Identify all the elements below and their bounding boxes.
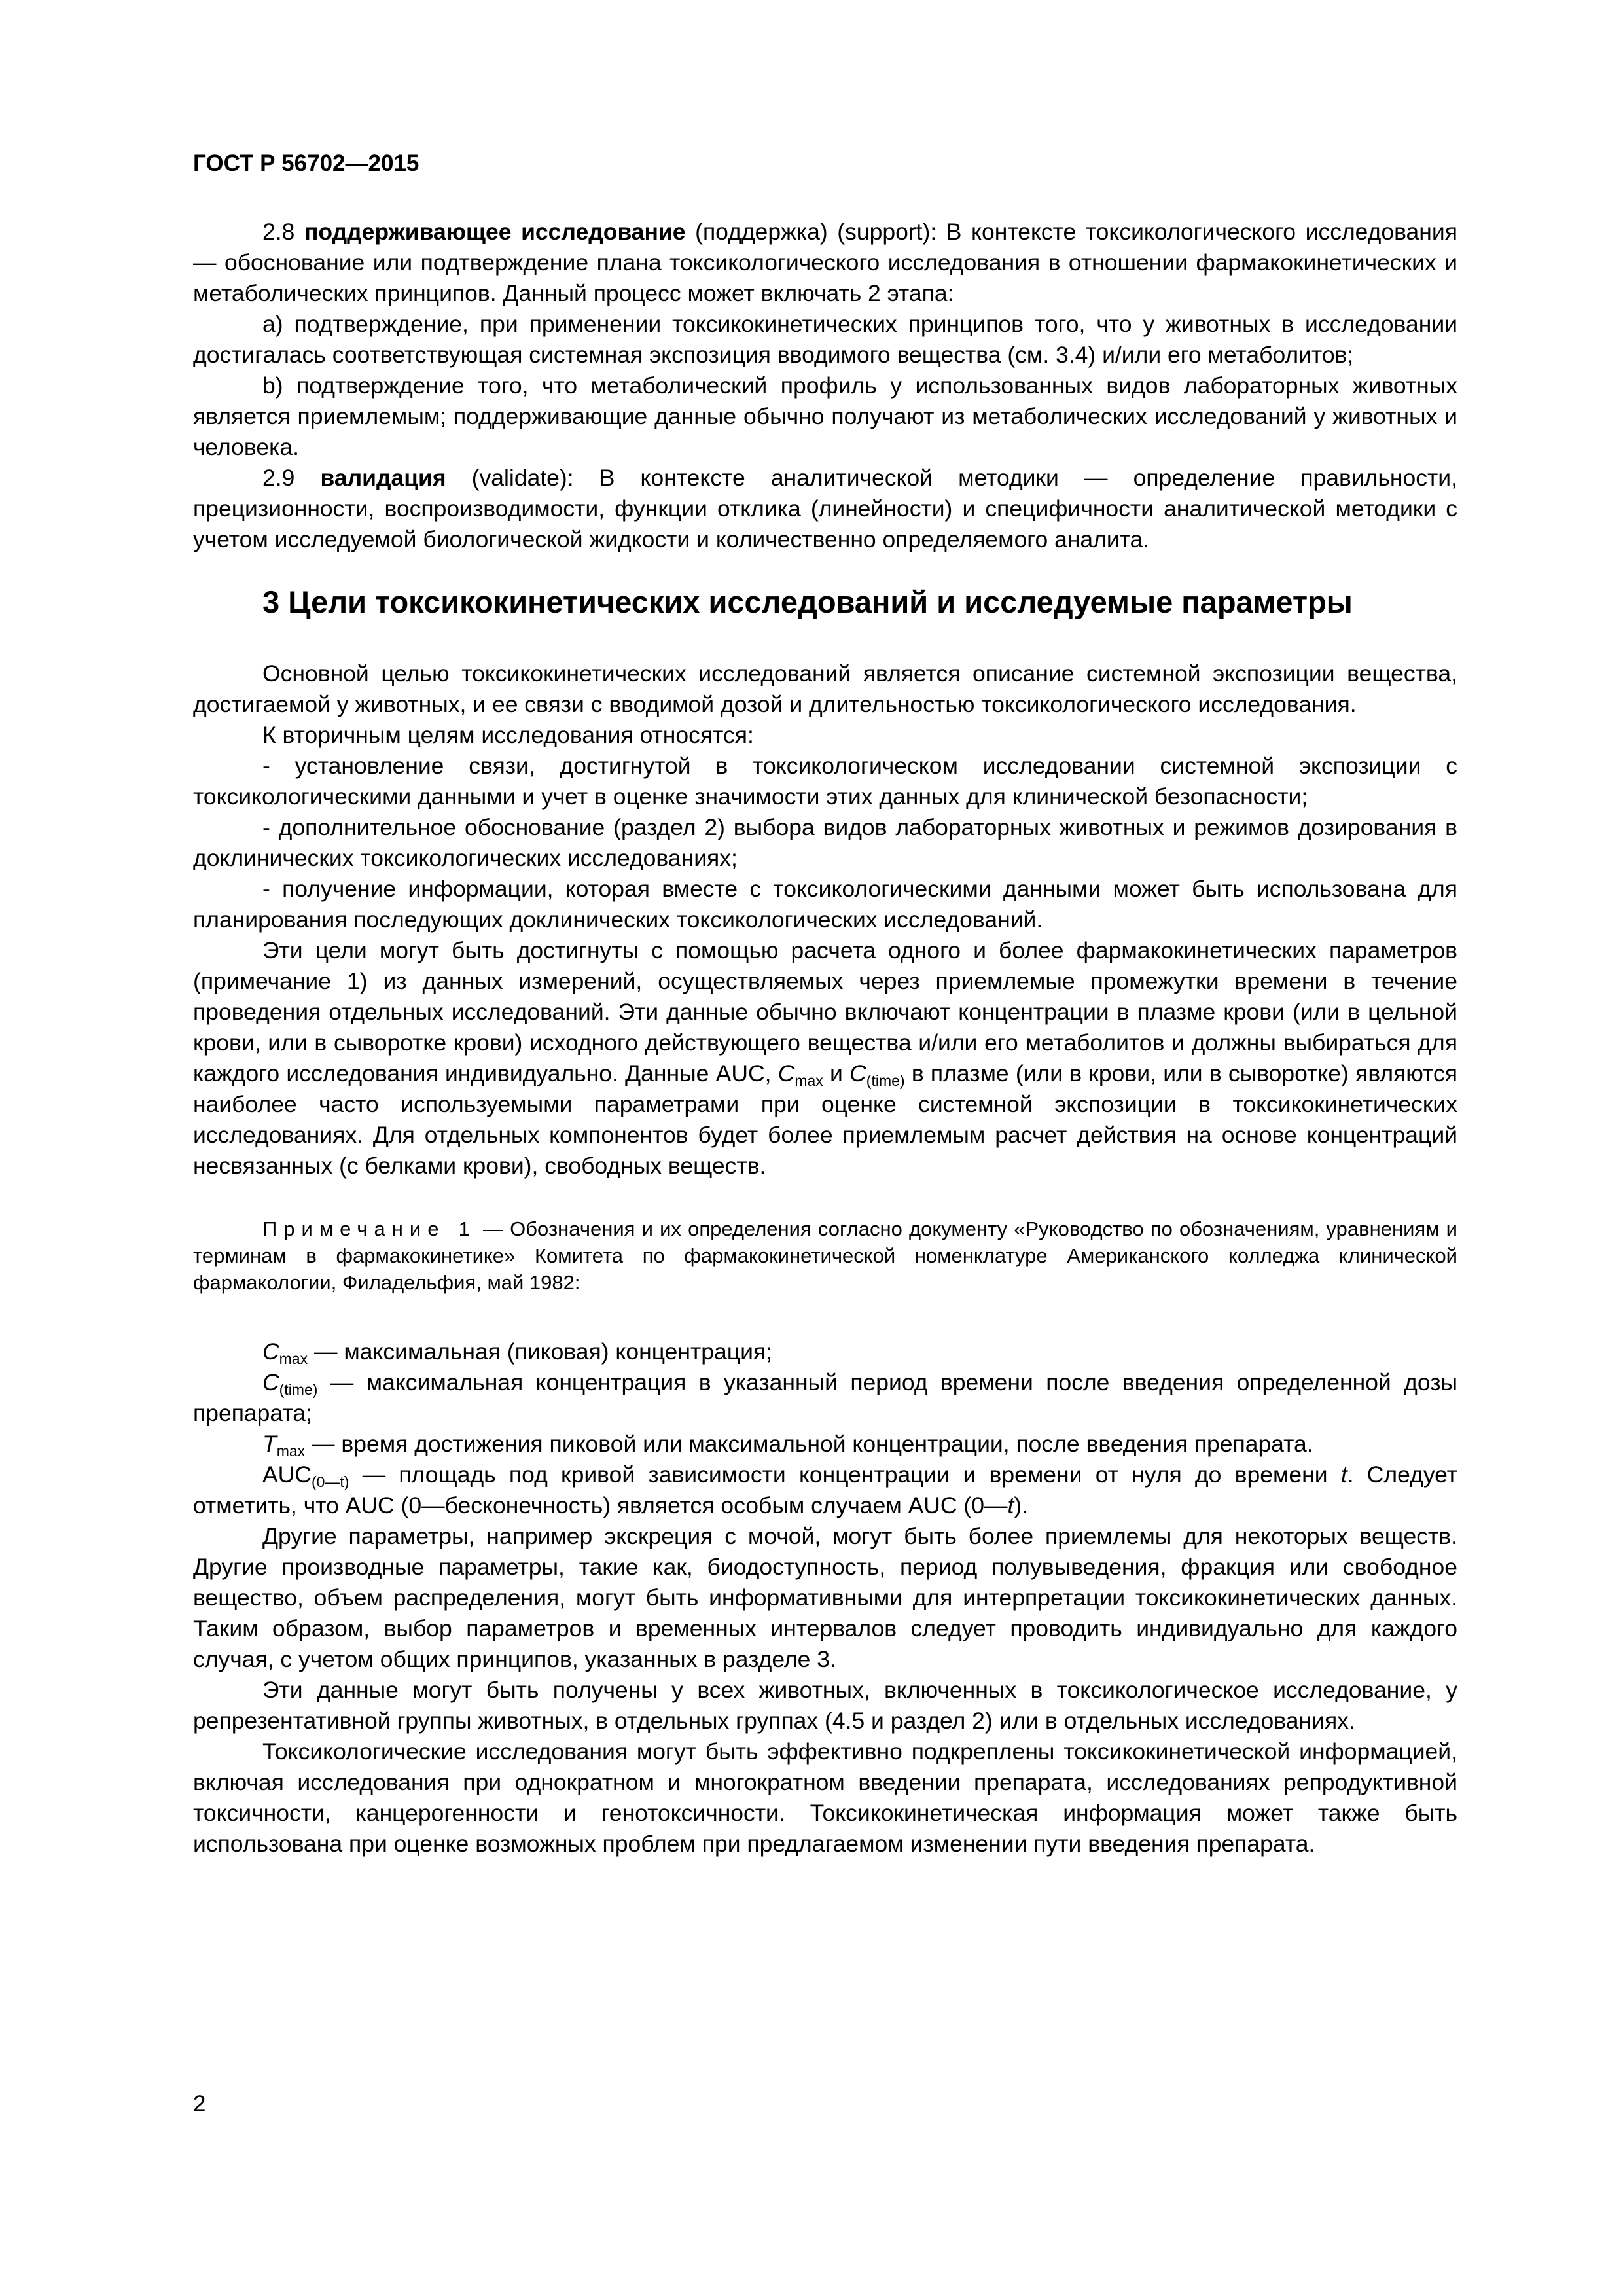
section-3-list-item: - получение информации, которая вместе с токсикологическими данными может быть использована для планирования последующих доклинических токсикологических исследований. — [193, 876, 1457, 933]
clause-2-8-item-b: b) подтверждение того, что метаболический профиль у использованных видов лабораторных животных является приемлемым; поддерживающие данные обычно получают из метаболических исследований у животных и человека. — [193, 372, 1457, 460]
definition-ctime: $C_{(time)}$ — максимальная концентрация в указанный период времени после введения определенной дозы препарата; — [193, 1369, 1457, 1426]
term-supporting-study: поддерживающее исследование — [304, 219, 686, 245]
section-3-paragraph: Основной целью токсикокинетических исследований является описание системной экспозиции вещества, достигаемой у животных, и ее связи с вводимой дозой и длительностью токсикологического исследования. — [193, 660, 1457, 717]
clause-number: 2.8 — [262, 219, 295, 245]
clause-text: (validate): В контексте аналитической методики — определение правильности, прецизионности, воспроизводимости, функции отклика (линейности) и специфичности аналитической методики с учетом исследуемой биологической жидкости и количественно определяемого аналита. — [193, 465, 1457, 552]
note-1 — [193, 1215, 1457, 1296]
clause-text: (поддержка) (support): В контексте токсикологического исследования — обоснование или подтверждение плана токсикологического исследования в отношении фармакокинетических и метаболических принципов. Данный процесс может включать 2 этапа: — [193, 219, 1457, 306]
definition-tmax: $T_{max}$ — время достижения пиковой или максимальной концентрации, после введения препарата. — [262, 1431, 1313, 1460]
note-label: Примечание 1 — [262, 1217, 476, 1240]
clause-2-8-item-a: a) подтверждение, при применении токсикокинетических принципов того, что у животных в исследовании достигалась соответствующая системная экспозиция вводимого вещества (см. 3.4) и/или его метаболитов; — [193, 311, 1457, 368]
standard-header: ГОСТ Р 56702—2015 — [193, 151, 419, 176]
clause-2-9 — [193, 463, 1457, 555]
note-text: — Обозначения и их определения согласно документу «Руководство по обозначениям, уравнениям и терминам в фармакокинетике» Комитета по фармакокинетической номенклатуре Американского колледжа клинической фармакологии, Филадельфия, май 1982: — [193, 1217, 1457, 1294]
section-3-list-item: - установление связи, достигнутой в токсикологическом исследовании системной экспозиции с токсикологическими данными и учет в оценке значимости этих данных для клинической безопасности; — [193, 753, 1457, 810]
tail-paragraph: Токсикологические исследования могут быть эффективно подкреплены токсикокинетической информацией, включая исследования при однократном и многократном введении препарата, исследованиях репродуктивной токсичности, канцерогенности и генотоксичности. Токсикокинетическая информация может также быть использована при оценке возможных проблем при предлагаемом изменении пути введения препарата. — [193, 1738, 1457, 1857]
section-3-paragraph: Эти цели могут быть достигнуты с помощью расчета одного и более фармакокинетических параметров (примечание 1) из данных измерений, осуществляемых через приемлемые промежутки времени в течение проведения отдельных исследований. Эти данные обычно включают концентрации в плазме крови (или в цельной крови, или в сыворотке крови) исходного действующего вещества и/или его метаболитов и должны выбираться для каждого исследования индивидуально. Данные AUC, $C_{max}$ и $C_{(time)}$ в плазме (или в крови, или в сыворотке) являются наиболее часто используемыми параметрами при оценке системной экспозиции в токсикокинетических исследованиях. Для отдельных компонентов будет более приемлемым расчет действия на основе концентраций несвязанных (с белками крови), свободных веществ. — [193, 937, 1457, 1179]
page-number: 2 — [193, 2091, 206, 2117]
definition-cmax: $C_{max}$ — максимальная (пиковая) концентрация; — [262, 1338, 772, 1367]
section-3-paragraph: К вторичным целям исследования относятся: — [262, 722, 754, 748]
section-3-heading: 3 Цели токсикокинетических исследований и исследуемые параметры — [262, 584, 1353, 619]
clause-number: 2.9 — [262, 465, 295, 491]
definition-auc: $AUC_{(0—t)}$ — площадь под кривой зависимости концентрации и времени от нуля до времени t. Следует отметить, что AUC (0—бесконечность) является особым случаем AUC (0—t). — [193, 1462, 1457, 1518]
page-content — [193, 147, 1457, 1859]
tail-paragraph: Эти данные могут быть получены у всех животных, включенных в токсикологическое исследование, у репрезентативной группы животных, в отдельных группах (4.5 и раздел 2) или в отдельных исследованиях. — [193, 1677, 1457, 1734]
section-3-list-item: - дополнительное обоснование (раздел 2) выбора видов лабораторных животных и режимов дозирования в доклинических токсикологических исследованиях; — [193, 814, 1457, 871]
clause-2-8 — [193, 217, 1457, 309]
term-validation: валидация — [320, 465, 446, 491]
tail-paragraph: Другие параметры, например экскреция с мочой, могут быть более приемлемы для некоторых веществ. Другие производные параметры, такие как, биодоступность, период полувыведения, фракция или свободное вещество, объем распределения, могут быть информативными для интерпретации токсикокинетических данных. Таким образом, выбор параметров и временных интервалов следует проводить индивидуально для каждого случая, с учетом общих принципов, указанных в разделе 3. — [193, 1523, 1457, 1672]
